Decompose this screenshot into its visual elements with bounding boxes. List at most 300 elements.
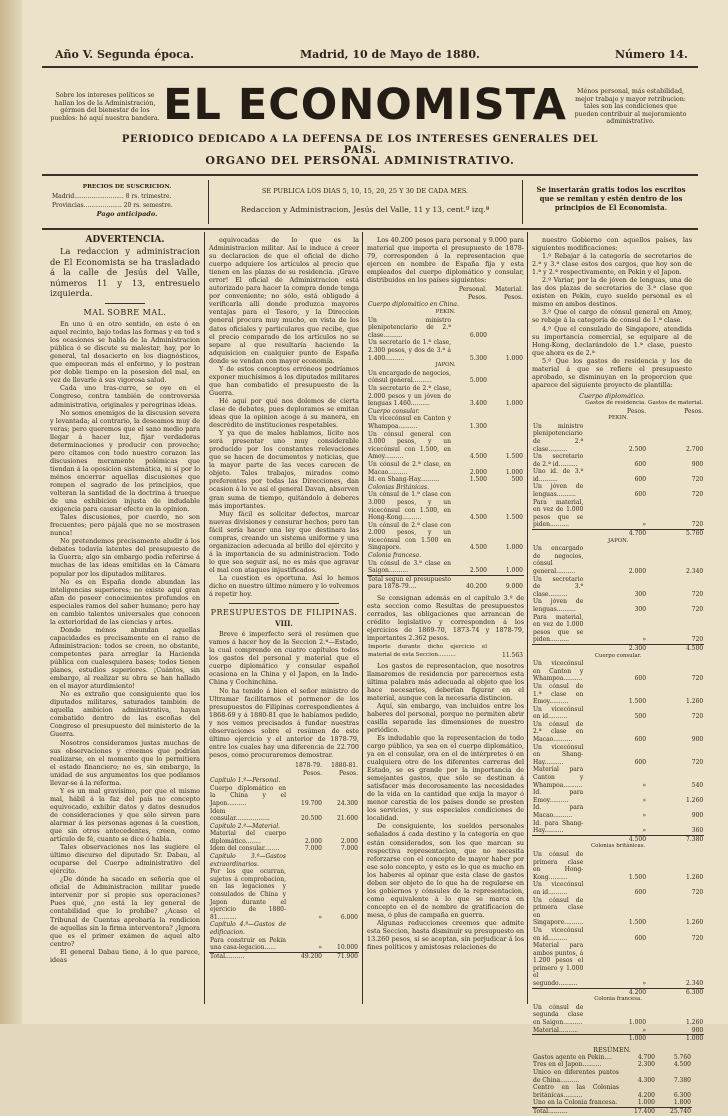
row-value: 1.500 (469, 476, 487, 484)
row-label: Un cónsul de 1.ª clase en Emoy.......... (533, 682, 584, 706)
row-value: 4.300 (637, 1076, 655, 1084)
row-value: 1.000 (505, 468, 523, 476)
table-row (209, 770, 359, 778)
row-value: Gastos de material. (648, 399, 704, 406)
row-value: 1.800 (673, 1099, 691, 1107)
row-value: 7.380 (647, 835, 704, 843)
paragraph: Aquí, sin embargo, van incluidos entre los haberes del personal, porque no permiten abrir casilla separada las dimensiones de nuestro periódico. (367, 701, 524, 734)
row-value: 720 (691, 590, 704, 598)
table-row (532, 499, 704, 530)
table-row (532, 927, 704, 942)
column-divider (204, 232, 205, 1004)
masthead-title: EL ECONOMISTA (163, 80, 567, 130)
row-value (287, 823, 323, 831)
row-value: 600 (634, 475, 647, 483)
row-value: 2.000 (304, 837, 322, 845)
table-row (367, 575, 524, 591)
row-label: Un cónsul de primera clase en Singapore.......... (533, 896, 584, 927)
row-label: Un cónsul de 3.ª clase en Saigon.......... (368, 559, 451, 575)
row-label (532, 1035, 584, 1043)
row-value (287, 853, 323, 868)
budget-table (209, 762, 359, 960)
row-value: 2.340 (686, 568, 704, 575)
row-value: 1.000 (628, 1019, 647, 1027)
row-label: Uno id. de 3.ª id.......... (533, 468, 584, 483)
paragraph: equivocadas de lo que es la Administracion militar. Así le induce á creer su declaracion de que el oficial de dicho cuerpo adquiere los artículos al precio que tienen en las plazas de su residencia. ¡Grave error! El oficial de Administracion está autorizado para hacer la compra donde tenga por conveniente; no sólo, está obligado á verificarla allí donde produzca mayores ventajas para el Tesoro, y la Direccion general procura muy mucho, en vista de los datos oficiales y particulares que recibe, que el precio comparado de los artículos no se separe al que resultaría haciendo la adquisicion en cualquier punto de España donde se vendan con mayor economía. (209, 236, 359, 365)
table-row (367, 339, 524, 362)
table-row (367, 560, 524, 576)
row-label: Idem del consular........ (210, 845, 280, 853)
row-value: 20.500 (301, 815, 322, 823)
row-label: Un vicecónsul en id.......... (533, 881, 584, 896)
row-value (323, 777, 359, 785)
row-label (532, 835, 584, 843)
row-value: 900 (691, 460, 704, 468)
row-value: 1.000 (647, 1035, 704, 1043)
row-value: 4.200 (584, 988, 647, 996)
row-label: Un vicecónsul en Shang-Hay.......... (533, 743, 584, 766)
row-value: 1.260 (686, 919, 704, 927)
row-value: 4.500 (584, 835, 647, 843)
paragraph: Los gastos de representacion, que nosotros llamaremos de residencia por parecernos esta última palabra más adecuada al objeto que los hace necesarios, deberían figurar en el material, aunque con la necesaria distincion. (367, 661, 524, 702)
row-value: 600 (634, 758, 647, 766)
paragraph: Muy fácil es solicitar defectos, marcar nuevas divisiones y censurar hechos; pero tan fácil sería hacer una ley que destinara las compras, creando un sistema uniforme y una organizacion adecuada al brillo del ejército y á la importancia de su administracion. Todo lo que sea seguir así, no es más que agravar el mal con ataques injustificados. (209, 509, 359, 574)
table-row (532, 820, 704, 836)
column-4 (532, 236, 704, 1116)
row-value: 7.000 (304, 845, 322, 853)
table-row (532, 483, 704, 498)
contributions-notice: Se insertarán gratis todos los escritos que se remitan y estén dentro de los principios de El Economista. (536, 185, 686, 212)
table-row (532, 683, 704, 706)
row-label: Un jóven de lenguas.......... (533, 598, 584, 613)
row-value: 720 (691, 605, 704, 613)
row-value: 4.200 (637, 1091, 655, 1099)
row-label (209, 762, 287, 770)
advert-heading: ADVERTENCIA. (85, 235, 165, 245)
row-value: 500 (634, 713, 647, 721)
row-value: 3.400 (469, 400, 487, 408)
row-label: Un secretario de 2.ª clase, 2.000 pesos y un jóven de lenguas 1.460.......... (368, 385, 451, 408)
row-label (209, 770, 287, 778)
row-value: » (318, 913, 322, 921)
row-value: 10.000 (337, 944, 358, 952)
row-label: Material para Canton y Whampoa.......... (533, 766, 584, 789)
table-row (532, 614, 704, 645)
row-value: 5.000 (469, 377, 487, 385)
publication-days: SE PUBLICA LOS DIAS 5, 10, 15, 20, 25 Y 30 DE CADA MES. (261, 187, 469, 195)
row-label: Un vicecónsul en id.......... (533, 705, 584, 721)
info-divider (208, 180, 209, 224)
row-value: 1.000 (505, 544, 523, 552)
paragraph: La cuestion es oportuna. Así lo hemos dicho en nuestro último número y lo volvemos á repetir hoy. (209, 573, 359, 599)
row-label: Un jóven de lenguas.......... (533, 483, 584, 499)
table-row (367, 461, 524, 476)
row-value (488, 415, 524, 430)
row-value: 4.500 (469, 453, 487, 461)
info-rule (42, 228, 698, 230)
row-value: 500 (511, 476, 523, 484)
table-row (532, 660, 704, 683)
table-row (532, 545, 704, 575)
row-value (488, 370, 524, 385)
row-label: Para construir en Pekin una casa-legacion...... (210, 936, 286, 952)
row-value: 900 (691, 736, 704, 744)
row-value: 1.000 (584, 1035, 647, 1043)
group-sub-row (367, 309, 524, 317)
row-label: Id. para Shang-Hay.......... (533, 819, 584, 835)
table-row (532, 789, 704, 804)
row-value (488, 317, 524, 340)
paragraph: No somos enemigos de la discusion severa y levantada; al contrario, la deseamos muy de veras; pero queremos que el sano medio para llegar á hacer luz, fijar verdaderas determinaciones y producir con provecho; pero cítamos con todo nuestro corazon las discusiones meramente polémicas que tiendan á la oposicion sistemática, ni sí por lo ménos encerrar aquellas discusiones que rompen el sagrado de los principios, que volteran la santidad de la doctrina á trueque de una exhibicion injusta de indudable exigencia para causar efecto en la opinion. (50, 408, 200, 514)
table-row (209, 937, 359, 953)
row-value (323, 921, 359, 936)
row-value: 1.500 (505, 514, 523, 522)
row-value: 720 (691, 758, 704, 766)
column-2 (209, 236, 359, 1006)
row-value: 5.760 (673, 1053, 691, 1061)
row-label: Capítulo 3.º—Gastos extraordinarios. (210, 853, 286, 868)
row-value: 2.000 (628, 568, 647, 575)
group-sub-row (367, 362, 524, 370)
table-row (367, 476, 524, 484)
masthead-rule (42, 174, 698, 176)
paragraph: Es indudable que la representacion de todo cargo público, ya sea en el cuerpo diplomático, ya en el consular, ora en el de intérpretes ó en cualquiera otro de los diferentes carreras del Estado, se es grande por la importancia de semejantes gastos, que sólo se destinan á satisfacer más decorosamente las necesidades de la vida en la cantidad que exija la mayor ó menor carestía de los países donde se presten los servicios, y sus especiales condiciones de localidad. (367, 733, 524, 823)
group-sub-row (532, 538, 704, 546)
row-value: 900 (691, 1026, 704, 1034)
paragraph: Tales observaciones nos las sugiere el último discurso del diputado Sr. Dabau, al ocuparse del Cuerpo administrativo del ejército. (50, 843, 200, 876)
row-value: 6.000 (469, 331, 487, 339)
row-value: 25.740 (656, 1108, 692, 1116)
paragraph: ¿De dónde ha sacado en señoría que el oficial de Administracion militar puede intervenir por sí propio sus operaciones? Pues qué, ¿no está la ley general de contabilidad que lo prohíbe? ¿Acaso el Tribunal de Cuentas aprobaría la rendicion de aquellas sin la firma interventora? ¿Ignora que es el primer exámen de aquel alto centro? (50, 875, 200, 948)
paragraph: Donde ménos abundan aquellas capacidades es precisamente en el ramo de Administracion: todos se creen, no obstante, competentes para arreglar la Hacienda pública con cualesquiera bases; todos tienen planes, estudios superiores. ¡Cuántos, sin embargo, al realizar su obra se han hallado en el mayor aturdimiento! (50, 625, 200, 691)
price-madrid: Madrid.......................... 8 rs. trimestre. (52, 193, 172, 200)
row-value: 600 (634, 675, 647, 683)
prices-title: PRECIOS DE SUSCRICION. (82, 184, 172, 190)
summary-title: RESÚMEN. (593, 1045, 631, 1054)
table-row (532, 804, 704, 819)
deficit-label: Importe durante dicho ejercicio el material de esta Seccion.......... (368, 644, 487, 658)
row-value: 1.300 (469, 422, 487, 430)
paragraph: El general Dabau tiene, á lo que parece, ideas (50, 947, 200, 964)
row-value: 600 (634, 491, 647, 499)
info-divider (522, 180, 523, 224)
row-value: Pesos. (684, 407, 704, 415)
table-row (209, 952, 359, 960)
table-row (532, 1084, 692, 1099)
left-ear-note: Sobre los intereses políticos se hallan los de la Administración, gérmen del bienestar de los pueblos: hé aquí nuestra bandera. (50, 92, 160, 122)
row-value: 1.500 (628, 873, 647, 881)
row-value: » (318, 944, 322, 952)
table-row (532, 408, 704, 416)
table-row (532, 881, 704, 896)
group-title: Cuerpo consular. (368, 407, 420, 415)
group-title: Cuerpo diplomático en China. (368, 301, 459, 309)
row-value: 2.000 (469, 468, 487, 476)
table-row (532, 1099, 692, 1107)
section-title: MAL SOBRE MAL. (83, 308, 167, 318)
table-row (209, 868, 359, 921)
row-value: 9.000 (488, 575, 524, 591)
row-value: 17.400 (620, 1108, 656, 1116)
row-value (323, 853, 359, 868)
row-value (287, 777, 323, 785)
row-label: Un ministro plenipotenciario de 2.ª clase.......... (368, 316, 451, 339)
table-row (532, 1004, 704, 1027)
row-label: Uno en la Colonia francesa. (533, 1099, 618, 1107)
column-1 (50, 236, 200, 1006)
row-label (532, 400, 584, 408)
paragraph: En uno ú en otro sentido, en este ó en aquel recinto, bajo todas las formas y en tod s los ocasiones se habla de la Administracion pública ó se discute su malestar, hay, por lo general, tal desacierto en los diagnósticos, que empeoran más el enfermo, y lo postran por doble tiempo en la posesion del mal, en vez de llevarle á sus vigorosa salud. (50, 320, 200, 385)
table-title: Cuerpo diplomático. (579, 391, 645, 400)
paragraph: Y de estos conceptos erróneos podríamos exponer muchísimos á los diputados militares que han combatido el presupuesto de la Guerra. (209, 364, 359, 397)
list-item: 2.º Variar, por la de jóven de lenguas, una de las dos plazas de secretarios de 3.ª clase que existen en Pekin, cuyo sueldo personal es el mismo en ambos destinos. (532, 276, 692, 309)
row-value: 720 (691, 888, 704, 896)
table-row (532, 400, 704, 408)
row-value: 1878-79. (295, 761, 322, 769)
row-value: 1.000 (505, 567, 523, 575)
table-row (532, 1054, 692, 1062)
group-sub-row (532, 653, 704, 661)
table-row (532, 1035, 704, 1043)
table-row (532, 1069, 692, 1084)
row-value: 600 (634, 736, 647, 744)
list-item: 1.º Rebajar á la categoría de secretarios de 2.ª y 3.ª clase estos dos cargos, que hoy son de 1.ª y 2.ª respectivamente, en Pekin y el Japon. (532, 252, 692, 277)
row-label: Un cónsul de 2.ª clase en Macao.......... (533, 720, 584, 744)
dateline: Madrid, 10 de Mayo de 1880. (300, 48, 480, 61)
list-item: 5.º Que los gastos de residencia y los de material á que se refiere el presupuesto aprobado, se disminuyan en la proporcion que aparece del siguiente proyecto de plantilla: (532, 356, 692, 389)
row-value: 4.500 (469, 514, 487, 522)
table-row (532, 942, 704, 988)
row-value: Gastos de residencia. (585, 399, 647, 406)
table-row (367, 317, 524, 340)
deficit-value: 11.563 (502, 651, 523, 659)
row-label: Un vicecónsul en id.......... (533, 926, 584, 942)
row-label: Un cónsul de 2.ª clase, en Macao.......... (368, 460, 451, 476)
table-row (532, 897, 704, 927)
row-label: Total.......... (209, 952, 287, 960)
row-label: Un cónsul de primera clase en Hong-Kong.......... (533, 850, 584, 881)
table-row (367, 286, 524, 294)
row-value: 720 (691, 636, 704, 644)
article-body (367, 662, 524, 952)
row-label: Por los que ocurran, sujetos á comprobacion, en las legaciones y consulados de China y Japon durante el ejercicio de 1880-81.......... (210, 868, 286, 921)
reform-list (532, 252, 692, 389)
group-sub: Colonia francesa. (594, 996, 642, 1003)
column-divider (527, 232, 528, 1004)
row-label: Un secretario de 1.ª clase, 2.300 pesos, y dos de 3.ª á 1.400.......... (368, 339, 451, 362)
advert-rule (105, 303, 145, 304)
row-value: Personal. (458, 286, 487, 294)
table-row (532, 576, 704, 599)
section-title: PRESUPUESTOS DE FILIPINAS. (210, 608, 358, 618)
right-ear-note: Ménos personal, más estabilidad, mejor trabajo y mayor retribucion: tales son las condiciones que pueden contribuir al mejoramiento administrativo. (574, 88, 687, 125)
row-label (367, 294, 452, 302)
paragraph: Nosotros consideramos justas muchas de sus observaciones y creemos que podrían realizarse, en el momento que lo permitiera el estado financiero; no es, sin embargo, la unidad de sus argumentos los que podíamos llevar-se á la reforma. (50, 738, 200, 787)
row-value: 720 (691, 713, 704, 721)
row-value: Pesos. (339, 769, 358, 777)
payment-terms: Pago anticipado. (96, 210, 158, 218)
group-sub: PEKIN. (435, 309, 456, 316)
table-row (367, 294, 524, 302)
row-value: 1.260 (686, 873, 704, 881)
row-value: 21.600 (337, 815, 358, 823)
row-value: 2.500 (628, 445, 647, 453)
group-title: Colonias Británicas. (368, 483, 429, 491)
row-value: 2.340 (686, 980, 704, 988)
table-row (532, 598, 704, 613)
table-row (209, 762, 359, 770)
row-label: Un cónsul de 2.ª clase con 2.000 pesos, y un vicecónsul con 1.500 en Singapore. (368, 521, 451, 552)
section-rule (229, 603, 339, 604)
table-row (532, 530, 704, 538)
row-value: 5.300 (469, 354, 487, 362)
table-row (532, 721, 704, 744)
row-label: Capítulo 2.º—Material. (210, 822, 281, 830)
table-row (532, 1027, 704, 1035)
paragraph: No ha tenido á bien el señor ministro de Ultramar facilitarnos el pormenor de los presupuestos de Filipinas correspondientes á 1868-69 y á 1880-81 que le habíamos pedido, y nos vemos precisados á fundar nuestras observaciones sobre el resúmen de este último ejercicio y el anterior de 1878-79, entre los cuales hay una diferencia de 22.700 pesos, como procuraremos demostrar. (209, 686, 359, 759)
advert-text: La redaccion y administracion de El Economista se ha trasladado á la calle de Jesús del Valle, números 11 y 13, entresuelo izquierda. (50, 246, 200, 299)
row-value: 1880-81. (331, 761, 358, 769)
price-provincias: Provincias.................... 20 rs. semestre. (52, 202, 173, 209)
row-label: Un vicecónsul en Canton y Whampoa.......... (368, 415, 451, 430)
row-label: Un cónsul de segunda clase en Saigon.......... (533, 1003, 584, 1027)
article-body (209, 630, 359, 759)
row-value: Material. (495, 286, 523, 294)
row-label: Un secretario de 3.ª clase.......... (533, 575, 584, 598)
row-value: 4.500 (647, 644, 704, 652)
masthead-subtitle: PERIODICO DEDICADO A LA DEFENSA DE LOS INTERESES GENERALES DEL PAIS. (121, 134, 599, 156)
row-label: Total.......... (532, 1108, 620, 1116)
office-address: Redaccion y Administracion, Jesús del Valle, 11 y 13, cent.º izq.ª (240, 205, 490, 214)
table-row (209, 921, 359, 936)
row-value: 7.380 (673, 1076, 691, 1084)
row-value: 1.000 (637, 1099, 655, 1107)
row-value: 19.700 (301, 799, 322, 807)
row-label (532, 988, 584, 996)
row-value: 49.200 (287, 952, 323, 960)
binding-edge (0, 0, 22, 1024)
row-value: 540 (691, 781, 704, 789)
row-label: Centro en las Colonias británicas.......... (533, 1084, 619, 1099)
article-body (209, 236, 359, 598)
paragraph: Cada uno tras-curre, se oye en el Congreso, contra también de controversia administrativa, originales y peregrinas ideas. (50, 384, 200, 409)
row-value: 1.500 (628, 698, 647, 706)
row-value: » (642, 636, 647, 644)
issue-number: Número 14. (615, 48, 688, 61)
row-value: 600 (634, 888, 647, 896)
group-sub: PEKIN. (608, 415, 629, 422)
table-row (209, 845, 359, 853)
row-value: » (642, 980, 647, 988)
paragraph: No es en España donde abundan las inteligencias superiores; no existe aquí gran afan de poseer conocimientos profundos en especiales ramos del saber humano; pero hay en cambio talentos universales que conocen la exterioridad de las ciencias y artes. (50, 577, 200, 626)
staff-table (367, 286, 524, 591)
row-label: Para material, en vez de 1.000 pesos que se piden.......... (533, 613, 584, 644)
row-value (287, 921, 323, 936)
list-item: 4.º Que el consulado de Singapore, atendida su importancia comercial, se equipare al de Hong-Kong, declarándolo de 1.ª clase, puesto que ahora es de 2.ª (532, 324, 692, 357)
row-value: 720 (691, 934, 704, 942)
paragraph: No es extraño que consiguiente que los diputados militares, saturados también de aquella ambicion administrativa, hayan combatido dentro de las escoñas del Congreso el presupuesto del ministerio de la Guerra. (50, 690, 200, 739)
group-sub: JAPON. (608, 537, 629, 544)
paragraph: Los 40.200 pesos para personal y 9.000 para material que importa el presupuesto de 1878-79, corresponden á la representacion que ejercen en nombre de España fija y esta empleados del cuerpo diplomático y consular, distribuidos en los países siguientes: (367, 236, 524, 285)
row-value: » (642, 781, 647, 789)
article-body (50, 320, 200, 964)
row-value: 4.500 (469, 544, 487, 552)
paragraph: De consiguiente, los sueldos personales señalados á cada destino y la categoría en que están considerados, son los que marcan su respectiva representacion, que no necesita reforzarse con el concepto de mayor haber por ese solo concepto, y esto es lo que es mucho en los haberes al opinar que esta clase de gastos deben ser objeto de lo que ha de regularse en los gobiernos y cónsules de la representacion, como equivalente á lo que se marca en concepto en el de nombre de gratificacion de mesa, ó plus de campaña en guerra. (367, 822, 524, 919)
row-value: 1.000 (505, 400, 523, 408)
row-label: Material del cuerpo diplomático........ (210, 830, 286, 845)
table-row (367, 431, 524, 461)
table-row (532, 766, 704, 789)
paragraph: Se consignan además en el capítulo 3.º de esta seccion como Resultas de presupuestos cerrados, las obligaciones que arrancan de crédito legislativo y corresponden á los ejercicios de 1869-70, 1873-74 y 1878-79, importantes 2.362 pesos. (367, 594, 524, 643)
row-label: Idem consular.................. (210, 807, 270, 823)
row-value: 7.000 (340, 845, 358, 853)
row-value: 4.700 (584, 530, 647, 538)
row-label: Un ministro plenipotenciario de 2.ª clase.......... (533, 422, 584, 453)
table-row (209, 808, 359, 823)
group-sub-row (532, 415, 704, 423)
row-value: 2.000 (340, 837, 358, 845)
table-row (209, 830, 359, 845)
row-value: 1.000 (505, 354, 523, 362)
row-label: Material para ambos puntos, á 1.200 pesos el primero y 1.000 el segundo.......... (533, 942, 584, 988)
row-label: Un encargado de negocios, cónsul general.......... (368, 369, 451, 385)
table-row (367, 370, 524, 385)
row-value: 6.300 (647, 988, 704, 996)
column-divider (362, 232, 363, 1004)
row-label: Id. en Shang-Hay.......... (368, 476, 440, 484)
list-item: 3.º Que el cargo de cónsul general en Amoy, se rebaje á la categoría de cónsul de 1.ª clase. (532, 308, 692, 325)
paragraph: Tales discusiones, por cuerdo, no son frecuentes; pero pájalá que no se mostrasen nunca! (50, 513, 200, 538)
group-title: Colonia francesa. (368, 552, 422, 560)
row-label: Un secretario de 2.ª id.......... (533, 453, 584, 468)
group-sub: Cuerpo consular. (594, 652, 642, 659)
row-value: 71.900 (323, 952, 359, 960)
row-value: » (642, 521, 647, 529)
row-value: 2.500 (469, 567, 487, 575)
row-label (532, 644, 584, 652)
row-value: 1.260 (686, 1019, 704, 1027)
top-rule (42, 66, 698, 68)
table-row (532, 453, 704, 468)
table-row (532, 744, 704, 767)
row-value: 720 (691, 521, 704, 529)
row-value: 1.500 (505, 453, 523, 461)
row-value: 1.500 (628, 919, 647, 927)
row-value: 24.300 (337, 799, 358, 807)
row-value: 1.260 (686, 796, 704, 804)
row-value: 720 (691, 491, 704, 499)
row-label: Un encargado de negocios, cónsul general.......... (533, 545, 584, 575)
row-value: 720 (691, 475, 704, 483)
table-row (209, 823, 359, 831)
row-value (323, 823, 359, 831)
subscription-box (52, 183, 202, 219)
row-value: 1.260 (686, 698, 704, 706)
table-row (532, 1061, 692, 1069)
group-title-row (367, 552, 524, 560)
row-label: Para material, en vez de 1.000 pesos que se piden.......... (533, 498, 584, 529)
row-label (367, 286, 452, 294)
row-label: Capítulo 1.º—Personal. (210, 777, 281, 785)
paragraph: Hé aquí por qué nos dolemos de cierta clase de debates, pues deploramos se emitan ideas que la opinion acoge á su manera, en descrédito de instituciones respetables. (209, 396, 359, 430)
row-value: 2.300 (584, 644, 647, 652)
paragraph: Y es un mal gravísimo, por que el mismo mal, hábil á la faz del país no concepto equivocado, exhibir datos y datos desnudos de consideraciones y que sólo sirven para alarmar á las personas agenas á la cuestion, que sin otros antecedentes, creen, como artículo de fé, cuanto se dice ó habla. (50, 786, 200, 844)
row-label: Un cónsul de 1.ª clase con 3.000 pesos, y un vicecónsul con 1.500, en Hong-Kong.......... (368, 491, 451, 522)
row-label: Unico en diferentes puntos de China.......... (533, 1069, 619, 1084)
row-value: Pesos. (504, 293, 523, 301)
row-value: Pesos. (468, 293, 487, 301)
masthead-organo: ORGANO DEL PERSONAL ADMINISTRATIVO. (205, 154, 515, 167)
